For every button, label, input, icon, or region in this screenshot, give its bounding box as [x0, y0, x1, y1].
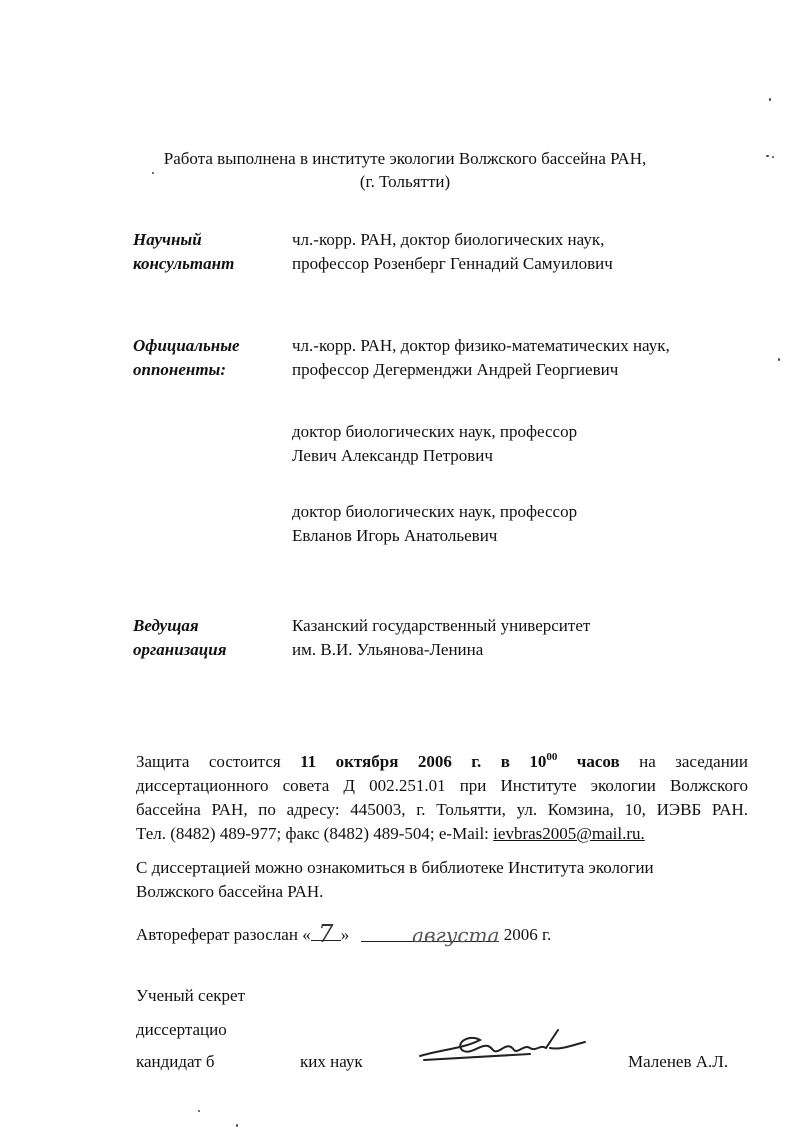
defense-line-1	[136, 750, 748, 774]
opponent-1-line-1: чл.-корр. РАН, доктор физико-математических наук,	[292, 336, 670, 355]
email-link[interactable]: ievbras2005@mail.ru.	[493, 824, 645, 843]
defense-pre: Защита состоится	[136, 752, 301, 771]
defense-line-2: диссертационного совета Д 002.251.01 при Институте экологии Волжского	[136, 776, 748, 795]
opponents-label-1: Официальные	[133, 336, 240, 355]
opponents-label-2: оппоненты:	[133, 360, 227, 379]
scan-speck	[778, 358, 780, 361]
lead-org-text-1: Казанский государственный университет	[292, 616, 591, 635]
scan-speck	[152, 172, 154, 174]
opponent-2-line-1: доктор биологических наук, профессор	[292, 422, 578, 441]
lead-org-label-2: организация	[133, 640, 227, 659]
header-line-2: (г. Тольятти)	[359, 172, 451, 191]
scan-speck	[772, 156, 774, 158]
scan-speck	[766, 155, 769, 157]
scan-speck	[198, 1110, 200, 1112]
secretary-line-2: диссертацио	[136, 1020, 227, 1039]
scan-speck	[769, 98, 771, 101]
consultant-text-1: чл.-корр. РАН, доктор биологических наук,	[292, 230, 605, 249]
opponent-3-line-1: доктор биологических наук, профессор	[292, 502, 578, 521]
mailing-day: 7	[318, 920, 334, 948]
mailing-year: 2006 г.	[499, 925, 552, 944]
defense-line-3: бассейна РАН, по адресу: 445003, г. Тольятти, ул. Комзина, 10, ИЭВБ РАН.	[136, 800, 748, 819]
consultant-label-1: Научный	[133, 230, 202, 249]
secretary-line-1: Ученый секрет	[136, 986, 246, 1005]
library-line-1: С диссертацией можно ознакомиться в библиотеке Института экологии	[136, 858, 654, 877]
scan-speck	[236, 1124, 238, 1127]
library-line-2: Волжского бассейна РАН.	[136, 882, 324, 901]
secretary-line-3b: ких наук	[300, 1052, 363, 1071]
lead-org-text-2: им. В.И. Ульянова-Ленина	[292, 640, 484, 659]
mailing-pre: Автореферат разослан «	[136, 925, 311, 944]
defense-hours: часов	[557, 752, 620, 771]
mailing-mid: »	[340, 925, 350, 944]
defense-post: на заседании	[619, 752, 748, 771]
lead-org-label-1: Ведущая	[133, 616, 199, 635]
consultant-text-2: профессор Розенберг Геннадий Самуилович	[292, 254, 613, 273]
secretary-signature-name: Маленев А.Л.	[628, 1052, 729, 1071]
signature-scribble-icon	[410, 1020, 595, 1070]
mailing-line	[136, 922, 551, 947]
header-line-1: Работа выполнена в институте экологии Волжского бассейна РАН,	[163, 149, 647, 168]
defense-date: 11 октября 2006 г. в 10	[300, 752, 547, 771]
secretary-line-3a: кандидат б	[136, 1052, 215, 1071]
mailing-month: августа	[412, 923, 500, 947]
opponent-2-line-2: Левич Александр Петрович	[292, 446, 493, 465]
opponent-1-line-2: профессор Дегерменджи Андрей Георгиевич	[292, 360, 619, 379]
defense-time-sup: 00	[546, 751, 558, 763]
defense-line-4	[136, 822, 645, 846]
consultant-label-2: консультант	[133, 254, 235, 273]
defense-contacts: Тел. (8482) 489-977; факс (8482) 489-504; e-Mail:	[136, 824, 494, 843]
opponent-3-line-2: Евланов Игорь Анатольевич	[292, 526, 498, 545]
